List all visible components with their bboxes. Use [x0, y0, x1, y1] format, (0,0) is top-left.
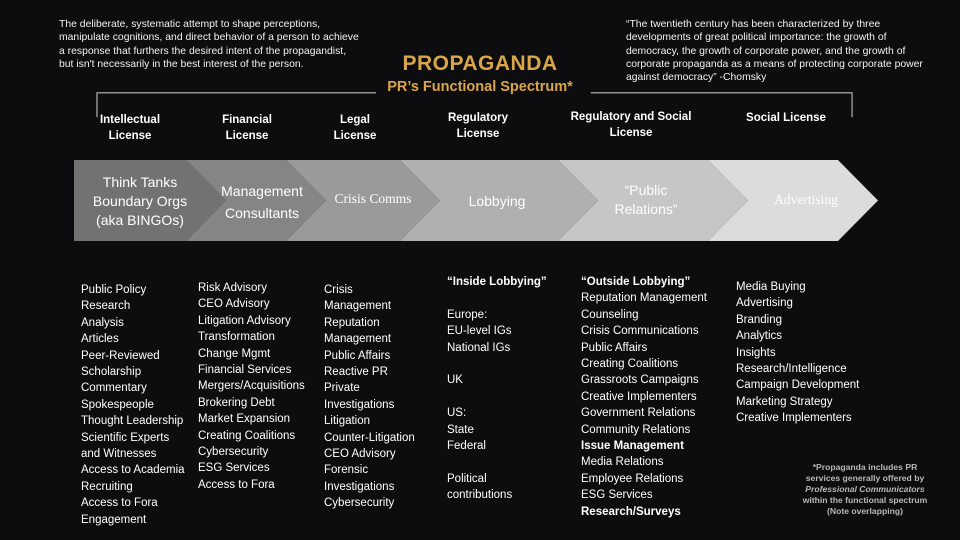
list-item: ESG Services: [198, 462, 270, 475]
list-item: UK: [447, 374, 463, 387]
list-item: Litigation Advisory: [198, 314, 291, 327]
list-item: CEO Advisory: [198, 298, 270, 311]
list-item: Cybersecurity: [324, 497, 395, 510]
list-item: Grassroots Campaigns: [581, 374, 699, 387]
list-item: Scientific Experts: [81, 431, 170, 444]
list-item: Crisis: [324, 284, 353, 296]
list-item: [447, 454, 547, 470]
column-regulatory: [447, 274, 547, 504]
footnote-line: within the functional spectrum: [802, 495, 928, 505]
footnote-line: *Propaganda includes PR: [812, 462, 918, 472]
list-item: “Inside Lobbying”: [447, 276, 547, 288]
list-item: EU-level IGs: [447, 325, 512, 338]
list-item: Federal: [447, 440, 486, 453]
list-item: Analysis: [81, 316, 124, 329]
list-item: Creating Coalitions: [198, 429, 296, 442]
list-item: Forensic: [324, 464, 369, 477]
license-regulatory: Regulatory License: [447, 112, 509, 140]
list-item: Insights: [736, 346, 776, 359]
list-item: Articles: [81, 333, 119, 346]
list-item: Change Mgmt: [198, 347, 271, 360]
license-financial: Financial License: [222, 114, 272, 142]
list-item: Europe:: [447, 308, 488, 321]
list-item: Litigation: [324, 415, 371, 428]
list-item: Transformation: [198, 331, 275, 344]
arrow-label-management-consultants: Management Consultants: [221, 183, 303, 221]
list-item: Creating Coalitions: [581, 358, 679, 371]
list-item: Reputation Management: [581, 292, 707, 305]
list-item: [447, 356, 547, 372]
list-item: Public Affairs: [581, 341, 648, 354]
license-intellectual: Intellectual License: [99, 114, 161, 142]
list-item: Public Policy: [81, 284, 147, 296]
list-item: Media Relations: [581, 456, 664, 469]
list-item: Access to Fora: [198, 478, 275, 491]
list-item: Creative Implementers: [736, 412, 852, 425]
license-social: Social License: [746, 112, 826, 124]
list-item: State: [447, 423, 474, 436]
list-item: Branding: [736, 313, 783, 326]
list-item: “Outside Lobbying”: [581, 276, 691, 288]
arrow-label-lobbying: Lobbying: [468, 193, 526, 209]
list-item: Investigations: [324, 398, 395, 411]
list-item: ESG Services: [581, 489, 653, 502]
list-item: Media Buying: [736, 281, 806, 293]
page-subtitle: PR’s Functional Spectrum*: [387, 79, 573, 95]
list-item: Public Affairs: [324, 349, 391, 362]
list-item: Marketing Strategy: [736, 395, 833, 408]
column-regulatory-social: [581, 274, 707, 520]
list-item: Reputation: [324, 316, 380, 329]
list-item: Engagement: [81, 513, 147, 526]
footnote-line: Professional Communicators: [805, 484, 925, 494]
list-item: Analytics: [736, 330, 783, 343]
list-item: Management: [324, 300, 392, 313]
column-financial: [198, 280, 305, 493]
list-item: Mergers/Acquisitions: [198, 380, 305, 393]
list-item: Political: [447, 472, 487, 485]
list-item: Access to Fora: [81, 497, 158, 510]
list-item: Counter-Litigation: [324, 431, 415, 444]
list-item: Market Expansion: [198, 413, 291, 426]
list-item: contributions: [447, 489, 513, 502]
list-item: National IGs: [447, 341, 511, 354]
column-intellectual: [81, 282, 185, 528]
list-item: Counseling: [581, 308, 639, 321]
list-item: Peer-Reviewed: [81, 349, 160, 362]
footnote-line: services generally offered by: [805, 473, 925, 483]
arrow-label-crisis-comms: Crisis Comms: [334, 191, 412, 206]
page-title: PROPAGANDA: [402, 52, 558, 75]
chomsky-quote: “The twentieth century has been characterized by three developments of great political importance: the growth of democracy, the growth of corporate power, and the growth of corporate propaganda as a means of protecting corporate power against democracy” -Chomsky: [626, 19, 923, 84]
list-item: Management: [324, 333, 392, 346]
arrow-label-public-relations: “Public Relations”: [614, 182, 678, 217]
list-item: Investigations: [324, 480, 395, 493]
column-legal: [324, 282, 415, 512]
list-item: Community Relations: [581, 423, 691, 436]
list-item: Creative Implementers: [581, 390, 697, 403]
list-item: Brokering Debt: [198, 396, 275, 409]
license-regulatory-social: Regulatory and Social License: [570, 111, 692, 139]
list-item: Spokespeople: [81, 398, 154, 411]
list-item: Issue Management: [581, 440, 684, 453]
list-item: Financial Services: [198, 364, 292, 377]
list-item: Risk Advisory: [198, 282, 268, 294]
arrow-label-think-tanks: Think Tanks Boundary Orgs (aka BINGOs): [92, 173, 188, 228]
license-legal: Legal License: [333, 114, 377, 142]
list-item: Private: [324, 382, 360, 395]
list-item: Cybersecurity: [198, 446, 269, 459]
list-item: Recruiting: [81, 480, 133, 493]
list-item: and Witnesses: [81, 448, 157, 461]
list-item: Access to Academia: [81, 464, 185, 477]
list-item: Thought Leadership: [81, 415, 184, 428]
list-item: Campaign Development: [736, 379, 860, 392]
list-item: Commentary: [81, 382, 147, 395]
definition-text: The deliberate, systematic attempt to shape perceptions, manipulate cognitions, and direct behavior of a person to achieve a response that furthers the desired intent of the propagandist, but isn't necessarily in the best interest of the person.: [59, 19, 359, 70]
list-item: Crisis Communications: [581, 325, 699, 338]
column-social: [736, 279, 859, 427]
list-item: Employee Relations: [581, 472, 684, 485]
list-item: Government Relations: [581, 407, 696, 420]
list-item: Research/Intelligence: [736, 363, 847, 376]
list-item: [447, 290, 547, 306]
list-item: Research: [81, 300, 131, 313]
list-item: Scholarship: [81, 366, 142, 379]
footnote-line: (Note overlapping): [827, 506, 903, 516]
list-item: US:: [447, 407, 467, 420]
arrow-label-advertising: Advertising: [774, 192, 838, 207]
list-item: Advertising: [736, 297, 793, 310]
footnote: [790, 462, 940, 517]
list-item: CEO Advisory: [324, 448, 396, 461]
list-item: Research/Surveys: [581, 505, 681, 518]
list-item: Reactive PR: [324, 366, 388, 379]
list-item: [447, 389, 547, 405]
